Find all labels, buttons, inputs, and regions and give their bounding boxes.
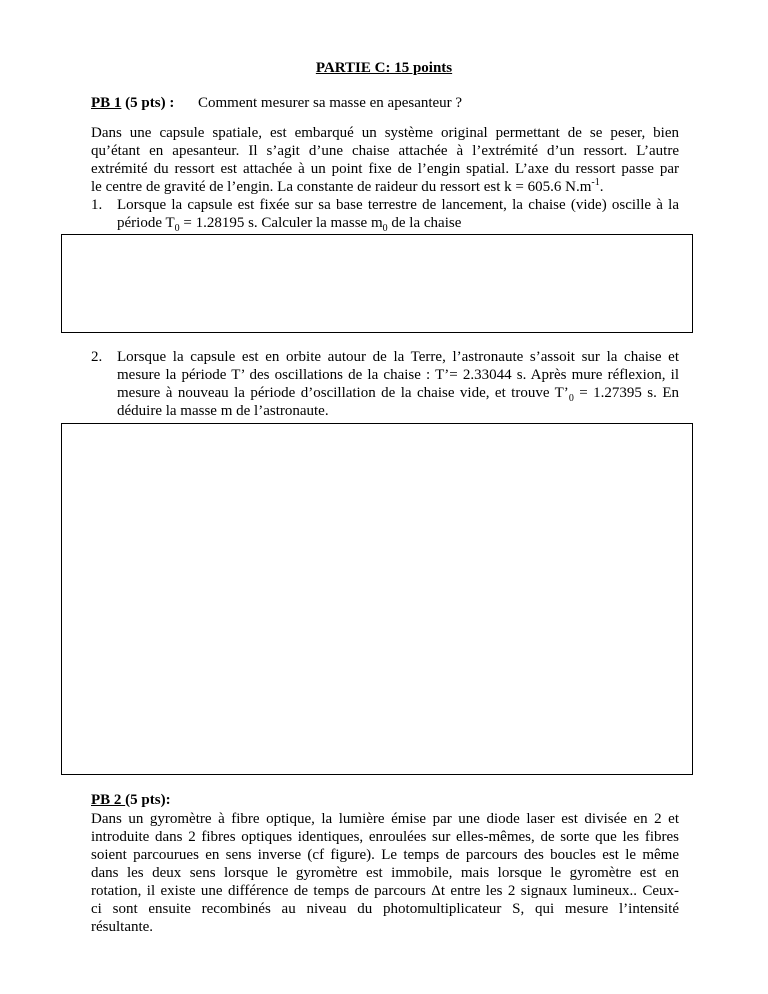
- pb1-intro-line: Dans une capsule spatiale, est embarqué un système original permettant de se peser, bien: [91, 125, 679, 141]
- question-text: mesure la période T’ des oscillations de la chaise : T’= 2.33044 s. Après mure réflexion, il: [117, 367, 679, 383]
- question-number: 2.: [91, 349, 103, 365]
- pb2-paragraph: [91, 810, 679, 936]
- pb1-question-1: [91, 196, 679, 232]
- pb2-line: introduite dans 2 fibres optiques identiques, enroulées sur elles-mêmes, de sorte que les fibres: [91, 829, 679, 845]
- pb1-intro-line: extrémité du ressort est attachée à un point fixe de l’engin spatial. L’axe du ressort passe par: [91, 161, 679, 177]
- question-text: mesure à nouveau la période d’oscillation de la chaise vide, et trouve $T’_0 = 1.27395$ s. En: [117, 385, 679, 404]
- question-text: déduire la masse m de l’astronaute.: [117, 403, 329, 419]
- pb2-line: rotation, il existe une différence de temps de parcours Δt entre les 2 signaux lumineux.. Ceux-: [91, 883, 679, 899]
- pb2-line: Dans un gyromètre à fibre optique, la lumière émise par une diode laser est divisée en 2 et: [91, 811, 679, 827]
- pb2-line: ci sont ensuite recombinés au niveau du photomultiplicateur S, qui mesure l’intensité: [91, 901, 679, 917]
- pb2-line: résultante.: [91, 919, 154, 935]
- pb2-heading: [91, 792, 171, 809]
- pb2-points: (5 pts):: [125, 792, 171, 808]
- pb1-question-2: [91, 348, 679, 420]
- question-text: Lorsque la capsule est en orbite autour de la Terre, l’astronaute s’assoit sur la chaise et: [117, 349, 679, 365]
- question-text: période $T_0 = 1.28195$ s. Calculer la masse $m_0$ de la chaise: [117, 215, 462, 234]
- pb1-heading: [91, 95, 174, 112]
- pb2-line: dans les deux sens lorsque le gyromètre est immobile, mais lorsque le gyromètre est en: [91, 865, 679, 881]
- question-text: Lorsque la capsule est fixée sur sa base terrestre de lancement, la chaise (vide) oscille à la: [117, 197, 679, 213]
- pb1-intro-line: qu’étant en apesanteur. Il s’agit d’une chaise attachée à l’extrémité d’un ressort. L’autre: [91, 143, 679, 159]
- pb1-intro: [91, 124, 679, 196]
- pb1-intro-line-last: le centre de gravité de l’engin. La constante de raideur du ressort est k = 605.6 $N.m^{-1}$.: [91, 177, 604, 195]
- pb1-question: Comment mesurer sa masse en apesanteur ?: [198, 95, 463, 111]
- answer-box-q2[interactable]: [61, 423, 693, 775]
- pb2-line: soient parcourues en sens inverse (cf figure). Le temps de parcours des boucles est le même: [91, 847, 679, 863]
- pb1-points: (5 pts) :: [121, 95, 175, 111]
- pb2-label: PB 2: [91, 792, 126, 808]
- pb1-label: PB 1: [91, 95, 122, 111]
- answer-box-q1[interactable]: [61, 234, 693, 333]
- question-number: 1.: [91, 197, 103, 213]
- page-title: PARTIE C: 15 points: [315, 60, 453, 76]
